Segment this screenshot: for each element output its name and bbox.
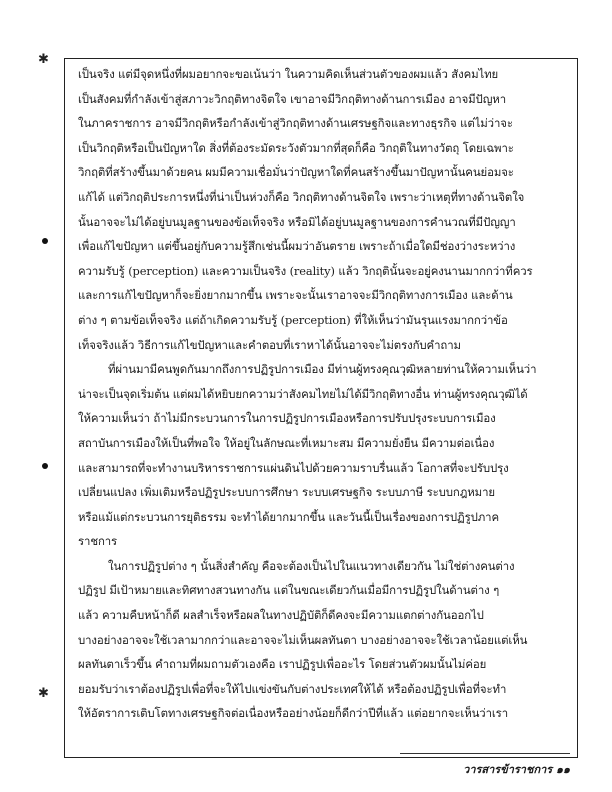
text-line: ต่าง ๆ ตามข้อเท็จจริง แต่ถ้าเกิดความรับรู้ (perception) ที่ให้เห็นว่ามันรุนแรงมากกว่าข้อ [78, 312, 508, 327]
paragraph [78, 554, 566, 726]
paragraph [78, 62, 566, 357]
text-line: แก้ได้ แต่วิกฤติประการหนึ่งที่น่าเป็นห่วงก็คือ วิกฤติทางด้านจิตใจ เพราะว่าเหตุที่ทางด้านจิตใจ [78, 189, 525, 204]
scan-mark-bottom-left: ✱ [38, 686, 49, 701]
text-line: สถาบันการเมืองให้เป็นที่พอใจ ให้อยู่ในลักษณะที่เหมาะสม มีความยั่งยืน มีความต่อเนื่อง [78, 435, 495, 450]
text-line: ยอมรับว่าเราต้องปฏิรูปเพื่อที่จะให้ไปแข่งขันกับต่างประเทศให้ได้ หรือต้องปฏิรูปเพื่อที่จะทำ [78, 681, 507, 696]
text-line: เป็นสังคมที่กำลังเข้าสู่สภาวะวิกฤติทางจิตใจ เขาอาจมีวิกฤติทางด้านการเมือง อาจมีปัญหา [78, 91, 507, 106]
text-line: เป็นวิกฤติหรือเป็นปัญหาใด สิ่งที่ต้องระมัดระวังตัวมากที่สุดก็คือ วิกฤติในทางวัตถุ โดยเฉพาะ [78, 140, 514, 155]
text-line: ที่ผ่านมามีคนพูดกันมากถึงการปฏิรูปการเมือง มีท่านผู้ทรงคุณวุฒิหลายท่านให้ความเห็นว่า [108, 362, 537, 377]
text-line: น่าจะเป็นจุดเริ่มต้น แต่ผมได้หยิบยกความว่าสังคมไทยไม่ได้มีวิกฤติทางอื่น ท่านผู้ทรงคุณวุฒิได้ [78, 386, 528, 401]
text-line: ความรับรู้ (perception) และความเป็นจริง (reality) แล้ว วิกฤตินั้นจะอยู่คงนานมากกว่าที่ควร [78, 263, 533, 278]
paragraph [78, 357, 566, 554]
text-line: และการแก้ไขปัญหาก็จะยิ่งยากมากขึ้น เพราะจะนั้นเราอาจจะมีวิกฤติทางการเมือง และด้าน [78, 288, 513, 303]
text-line: และสามารถที่จะทำงานบริหารราชการแผ่นดินไปด้วยความราบรื่นแล้ว โอกาสที่จะปรับปรุง [78, 460, 509, 475]
text-line: เปลี่ยนแปลง เพิ่มเติมหรือปฏิรูประบบการศึกษา ระบบเศรษฐกิจ ระบบภาษี ระบบกฎหมาย [78, 485, 495, 500]
text-line: ราชการ [78, 534, 118, 549]
text-line: วิกฤติที่สร้างขึ้นมาด้วยคน ผมมีความเชื่อมั่นว่าปัญหาใดที่คนสร้างขึ้นมาปัญหานั้นคนย่อมจะ [78, 165, 514, 180]
text-line: นั้นอาจจะไม่ได้อยู่บนมูลฐานของข้อเท็จจริง หรือมิได้อยู่บนมูลฐานของการคำนวณที่มีปัญญา [78, 214, 516, 229]
binder-hole-mark [42, 463, 48, 469]
text-line: ปฏิรูป มีเป้าหมายและทิศทางสวนทางกัน แต่ในขณะเดียวกันเมื่อมีการปฏิรูปในด้านต่าง ๆ [78, 583, 500, 598]
text-line: ผลทันตาเร็วขึ้น คำถามที่ผมถามตัวเองคือ เราปฏิรูปเพื่ออะไร โดยส่วนตัวผมนั้นไม่ค่อย [78, 657, 487, 672]
body-text [78, 62, 566, 726]
text-line: ในภาคราชการ อาจมีวิกฤติหรือกำลังเข้าสู่วิกฤติทางด้านเศรษฐกิจและทางธุรกิจ แต่ไม่ว่าจะ [78, 116, 513, 131]
text-line: ในการปฏิรูปต่าง ๆ นั้นสิ่งสำคัญ คือจะต้องเป็นไปในแนวทางเดียวกัน ไม่ใช่ต่างคนต่าง [108, 558, 515, 573]
page-footer: วารสารข้าราชการ ๑๑ [463, 763, 570, 776]
text-line: เท็จจริงแล้ว วิธีการแก้ไขปัญหาและคำตอบที่เราหาได้นั้นอาจจะไม่ตรงกับคำถาม [78, 337, 461, 352]
binder-hole-mark [42, 238, 48, 244]
text-line: ให้อัตราการเติบโตทางเศรษฐกิจต่อเนื่องหรืออย่างน้อยก็ดีกว่าปีที่แล้ว แต่อยากจะเห็นว่าเรา [78, 706, 508, 721]
text-line: เพื่อแก้ไขปัญหา แต่ขึ้นอยู่กับความรู้สึกเช่นนี้ผมว่าอันตราย เพราะถ้าเมื่อใดมีช่องว่างระหว่าง [78, 239, 516, 254]
scan-mark-top-left: ✱ [38, 52, 49, 67]
text-line: หรือแม้แต่กระบวนการยุติธรรม จะทำได้ยากมากขึ้น และวันนี้เป็นเรื่องของการปฏิรูปภาค [78, 509, 499, 524]
footer-rule [400, 753, 570, 754]
text-line: เป็นจริง แต่มีจุดหนึ่งที่ผมอยากจะขอเน้นว่า ในความคิดเห็นส่วนตัวของผมแล้ว สังคมไทย [78, 67, 499, 81]
text-line: ให้ความเห็นว่า ถ้าไม่มีกระบวนการในการปฏิรูปการเมืองหรือการปรับปรุงระบบการเมือง [78, 411, 496, 426]
text-line: แล้ว ความคืบหน้าก็ดี ผลสำเร็จหรือผลในทางปฏิบัติก็ดีคงจะมีความแตกต่างกันออกไป [78, 608, 484, 623]
text-line: บางอย่างอาจจะใช้เวลามากกว่าและอาจจะไม่เห็นผลทันตา บางอย่างอาจจะใช้เวลาน้อยแต่เห็น [78, 632, 528, 647]
